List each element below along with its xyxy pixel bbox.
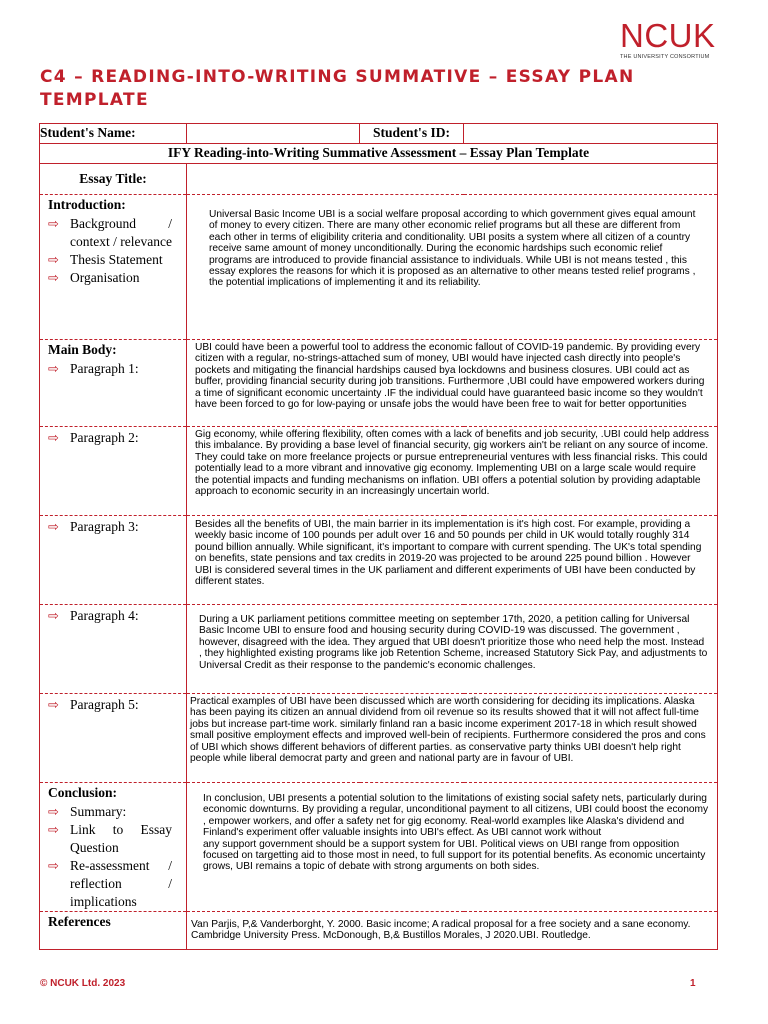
list-item: ⇨ Background / context / relevance [48,216,172,249]
student-id-label: Student's ID: [360,124,464,144]
references-text-cell[interactable] [187,912,718,950]
essay-title-field[interactable] [187,164,718,195]
paragraph-4-label: Paragraph 4: [70,608,139,623]
paragraph-2-text: Gig economy, while offering flexibility, often comes with a lack of benefits and job security, .UBI could help address this imbalance. By providing a base level of financial security, gig workers ain't be reliant on any source of income. They could take on more freelance projects or pursue entrepreneurial ventures with less financial risks. This could potentially lead to a more vibrant and innovative gig economy. Implementing UBI on a large scale would require the potential impacts and funding mechanisms on inflation. UBI offers a potential solution by providing adaptable approach to economic security in an increasingly uncertain world. [195,429,709,498]
paragraph-2-label: Paragraph 2: [70,430,139,445]
arrow-icon: ⇨ [48,216,59,231]
paragraph-3-label: Paragraph 3: [70,519,139,534]
paragraph-2-text-cell[interactable] [187,427,718,516]
essay-title-label: Essay Title: [40,164,187,195]
conclusion-heading: Conclusion: [48,785,118,800]
references-text: Van Parjis, P,& Vanderborght, Y. 2000. Basic income; A radical proposal for a free society and a sane economy. Cambridge University Press. McDonough, B,& Bustillos Morales, J 2020.UBI. Routledge. [191,919,691,942]
footer-page-number: 1 [690,978,696,989]
arrow-icon: ⇨ [48,252,59,267]
paragraph-4-text: During a UK parliament petitions committee meeting on september 17th, 2020, a petition calling for Universal Basic Income UBI to ensure food and housing security during COVID-19 was discussed. The government , however, disagreed with the idea. They argued that UBI doesn't prioritize those who need help the most. Instead , they highlighted existing programs like job Retention Scheme, increased Statutory Sick Pay, and adjustments to Universal Credit as their response to the pandemic's economic challenges. [199,614,708,671]
footer-copyright: © NCUK Ltd. 2023 [40,978,126,989]
paragraph-3-text: Besides all the benefits of UBI, the main barrier in its implementation is it's high cost. For example, providing a weekly basic income of 100 pounds per adult over 16 and 50 pounds per child in UK would totally roughly 314 pound billion annually. While significant, it's important to compare with current spending. The UK's total spending on benefits, state pensions and tax credits in 2019-20 was projected to be around 225 pound billion . However UBI is considered several times in the UK parliament and different experiments of UBI have been conducted by different states. [195,519,702,588]
essay-plan-table [39,123,718,950]
conclusion-text-cell[interactable] [187,783,718,912]
introduction-label-cell [40,195,187,340]
paragraph-1-label: Paragraph 1: [70,361,139,376]
references-label-cell [40,912,187,950]
paragraph-5-text-cell[interactable] [187,694,718,783]
paragraph-1-text-cell[interactable] [187,340,718,427]
paragraph-3-text-cell[interactable] [187,516,718,605]
list-item: ⇨ Re-assessment / reflection / implications [48,858,172,909]
arrow-icon: ⇨ [48,858,59,873]
list-item: ⇨ Organisation [48,270,140,285]
arrow-icon: ⇨ [48,430,59,445]
references-heading: References [48,914,111,929]
page-title: C4 – READING-INTO-WRITING SUMMATIVE – ESSAY PLAN TEMPLATE [40,67,635,110]
conclusion-label-cell [40,783,187,912]
paragraph-5-text: Practical examples of UBI have been discussed which are worth considering for deciding its implications. Alaska has been paying its citizen an annual dividend from oil revenue so its results showed that it will not affect full-time jobs but increase part-time work. similarly finland ran a basic income experiment 2017-18 in which result showed small positive employment effects and improved well-bein of recipients. Furthermore considered the pros and cons of UBI which shows different behaviors of different parties. as conservative party thinks UBI doesn't help right people while liberal democrat party and green and national party are in favour of UBI. [190,696,706,765]
introduction-heading: Introduction: [48,197,126,212]
arrow-icon: ⇨ [48,822,59,837]
paragraph-1-label-cell [40,340,187,427]
paragraph-5-label-cell [40,694,187,783]
ncuk-logo [620,18,738,60]
logo-wordmark: NCUK [620,17,716,54]
paragraph-4-label-cell [40,605,187,694]
arrow-icon: ⇨ [48,804,59,819]
arrow-icon: ⇨ [48,519,59,534]
student-name-label: Student's Name: [40,124,187,144]
arrow-icon: ⇨ [48,697,59,712]
list-item: ⇨ Thesis Statement [48,252,163,267]
student-name-field[interactable] [187,124,360,144]
introduction-text-cell[interactable] [187,195,718,340]
list-item: ⇨ Link to Essay Question [48,822,172,855]
student-id-field[interactable] [464,124,718,144]
introduction-text: Universal Basic Income UBI is a social welfare proposal according to which government gives equal amount of money to every citizen. There are many other economic relief programs but all these are different from each other in terms of eligibility criteria and conditionality. UBI posits a system where all citizen of a country receive same amount of money unconditionally. During the economic hardships such economic relief programs are introduced to provide financial assistance to individuals. While UBI is not means tested , this essay explores the reasons for which it is proposed as an alternative to other means tested relief programs , the potential implications of implementing it and its reliability. [209,209,696,289]
paragraph-4-text-cell[interactable] [187,605,718,694]
conclusion-text: In conclusion, UBI presents a potential solution to the limitations of existing social safety nets, particularly during economic downturns. By providing a regular, unconditional payment to all citizens, UBI could boost the economy , empower workers, and offer a safety net for gig economy. Real-world examples like Alaska's dividend and Finland's experiment offer valuable insights into UBI's effect. As UBI cannot work without any support government should be a support system for UBI. Political views on UBI range from opposition focused on targetting aid to those most in need, to full support for its potential benefits. As economic uncertainty grows, UBI remains a topic of debate with strong arguments on both sides. [203,793,709,873]
arrow-icon: ⇨ [48,361,59,376]
paragraph-1-text: UBI could have been a powerful tool to address the economic fallout of COVID-19 pandemic. By providing every citizen with a regular, no-strings-attached sum of money, UBI would have injected cash directly into people's pockets and mitigating the financial hardships caused bya lockdowns and business closures. UBI could act as buffer, providing financial security during job transitions. Furthermore ,UBI could have empowered workers during a time of significant economic uncertainty .IF the individual could have guaranteed basic income so they wouldn't have been forced to go for low-paying or unsafe jobs the would have been free to wait for better opportunities [195,342,705,411]
logo-tagline: THE UNIVERSITY CONSORTIUM [620,54,710,60]
main-body-heading: Main Body: [48,342,117,357]
arrow-icon: ⇨ [48,608,59,623]
paragraph-5-label: Paragraph 5: [70,697,139,712]
table-subtitle: IFY Reading-into-Writing Summative Assessment – Essay Plan Template [40,144,718,164]
paragraph-3-label-cell [40,516,187,605]
arrow-icon: ⇨ [48,270,59,285]
paragraph-2-label-cell [40,427,187,516]
list-item: ⇨ Summary: [48,804,127,819]
